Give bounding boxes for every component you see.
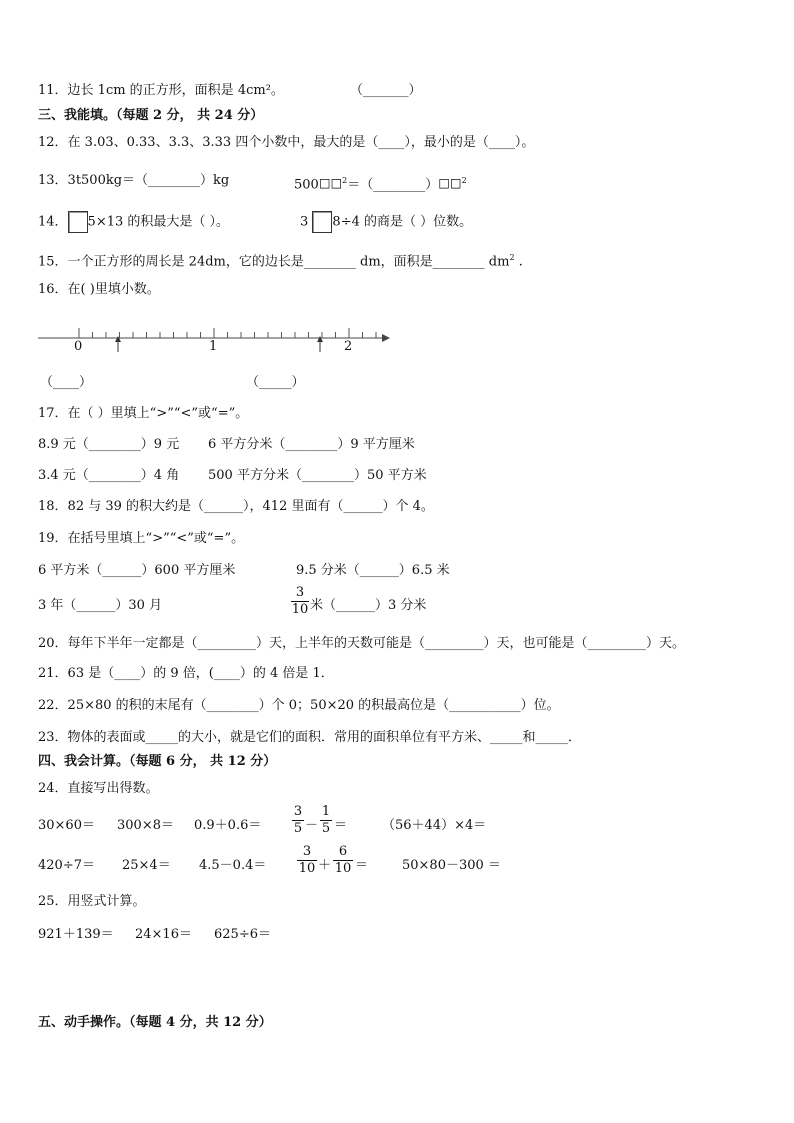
question-14: [38, 211, 229, 233]
q17-row2-b: 500 平方分米（________）50 平方米: [208, 468, 427, 483]
tick-label-0: 0: [74, 339, 83, 354]
q24-frac4-num: 6: [338, 844, 348, 859]
q24-frac1-den: 5: [293, 821, 303, 836]
question-17: 17．在（ ）里填上“>”“<”或“=”。: [38, 406, 249, 421]
number-line-arrow: [382, 334, 390, 342]
q24-row1-item2: 300×8＝: [117, 818, 174, 833]
q24-frac3: [297, 844, 317, 877]
question-13-right: 500☐☐$^2$＝（________）☐☐$^2$: [294, 176, 467, 193]
q19-row2-b: 米（______）3 分米: [310, 598, 427, 613]
q13-unit-glyph-2: ☐☐: [438, 177, 462, 193]
question-19: 19．在括号里填上“>”“<”或“=”。: [38, 531, 245, 546]
q14-box-1[interactable]: [68, 211, 88, 233]
question-15: [38, 249, 523, 271]
q24-frac2: [320, 804, 332, 837]
question-16: 16．在( )里填小数。: [38, 282, 160, 297]
q17-row2-a: 3.4 元（________）4 角: [38, 468, 180, 483]
tick-label-2: 2: [344, 339, 353, 354]
q24-row2-item1: 420÷7＝: [38, 858, 95, 873]
q24-frac1: [292, 804, 304, 837]
section-3-heading: 三、我能填。（每题 2 分， 共 24 分）: [38, 108, 264, 123]
question-11: [38, 82, 284, 100]
q19-row1-b: 9.5 分米（______）6.5 米: [296, 563, 450, 578]
q24-frac3-num: 3: [302, 844, 312, 859]
q24-frac-eq2: ＝: [355, 858, 369, 873]
q24-row1-item3: 0.9＋0.6＝: [194, 818, 262, 833]
pointer-arrow-1-head: [115, 336, 121, 342]
q17-row1-b: 6 平方分米（________）9 平方厘米: [208, 437, 415, 452]
q19-fraction-numerator: 3: [295, 585, 305, 600]
q25-item2: 24×16＝: [135, 927, 192, 942]
q24-frac-eq1: ＝: [334, 818, 348, 833]
q25-item1: 921＋139＝: [38, 927, 114, 942]
q24-row2-item5: 50×80－300 ＝: [402, 858, 501, 873]
q14-digit: 3: [300, 214, 309, 230]
question-25: 25．用竖式计算。: [38, 894, 146, 909]
question-23: 23．物体的表面或_____的大小，就是它们的面积．常用的面积单位有平方米、_____和_____．: [38, 730, 582, 745]
number-line-ticks: [79, 328, 376, 338]
q24-frac-op1: －: [305, 818, 319, 833]
q13-blank[interactable]: ＝（________）: [347, 177, 439, 193]
question-18: 18．82 与 39 的积大约是（______），412 里面有（______）个 4。: [38, 499, 434, 514]
q15-text: 15．一个正方形的周长是 24dm，它的边长是________ dm，面积是________ dm: [38, 254, 510, 270]
question-24: 24．直接写出得数。: [38, 781, 159, 796]
q24-frac3-den: 10: [298, 861, 316, 876]
q19-row1-a: 6 平方米（______）600 平方厘米: [38, 563, 236, 578]
q19-fraction: [291, 585, 309, 618]
q19-fraction-denominator: 10: [291, 602, 309, 617]
q14-part-c: 8÷4 的商是（ ）位数。: [332, 214, 473, 230]
q11-text: 11．边长 1cm 的正方形，面积是 4cm²。: [38, 83, 284, 98]
q24-frac4-den: 10: [334, 861, 352, 876]
q11-answer-blank[interactable]: （_______）: [350, 83, 422, 98]
tick-label-1: 1: [209, 339, 218, 354]
q24-frac-op2: ＋: [318, 858, 332, 873]
q15-end: .: [514, 254, 523, 270]
q14-box-2[interactable]: [312, 211, 332, 233]
section-4-heading: 四、我会计算。（每题 6 分， 共 12 分）: [38, 754, 277, 769]
question-20: 20．每年下半年一定都是（_________）天，上半年的天数可能是（_________）天，也可能是（_________）天。: [38, 636, 686, 651]
q14-number: 14．: [38, 214, 68, 230]
q13-value: 500: [294, 177, 319, 193]
q24-row2-item3: 4.5－0.4＝: [199, 858, 267, 873]
question-21: 21．63 是（____）的 9 倍，(____）的 4 倍是 1．: [38, 666, 334, 681]
q24-row2-item2: 25×4＝: [122, 858, 171, 873]
q17-row1-a: 8.9 元（________）9 元: [38, 437, 180, 452]
q24-frac4: [333, 844, 353, 877]
q25-item3: 625÷6＝: [214, 927, 271, 942]
q16-blank-1[interactable]: （____）: [40, 375, 93, 390]
question-12: 12．在 3.03、0.33、3.3、3.33 四个小数中，最大的是（____），最小的是（____）。: [38, 135, 535, 150]
q13-unit-glyph: ☐☐: [318, 177, 343, 193]
question-14-b: [300, 211, 472, 233]
q14-part-a: 5×13 的积最大是（ ）。: [87, 214, 230, 230]
q16-blank-2[interactable]: （_____）: [246, 375, 305, 390]
q24-frac1-num: 3: [293, 804, 303, 819]
q24-frac2-den: 5: [321, 821, 331, 836]
section-5-heading: 五、动手操作。（每题 4 分，共 12 分）: [38, 1015, 272, 1030]
q19-row2-a: 3 年（______）30 月: [38, 598, 163, 613]
q15-superscript: 2: [509, 253, 515, 262]
q24-frac2-num: 1: [321, 804, 331, 819]
q24-row1-item5: （56＋44）×4＝: [382, 818, 487, 833]
question-22: 22．25×80 的积的末尾有（________）个 0；50×20 的积最高位是（___________）位。: [38, 698, 560, 713]
q24-row1-item1: 30×60＝: [38, 818, 95, 833]
question-13-left: 13．3t500kg＝（________）kg: [38, 173, 230, 188]
